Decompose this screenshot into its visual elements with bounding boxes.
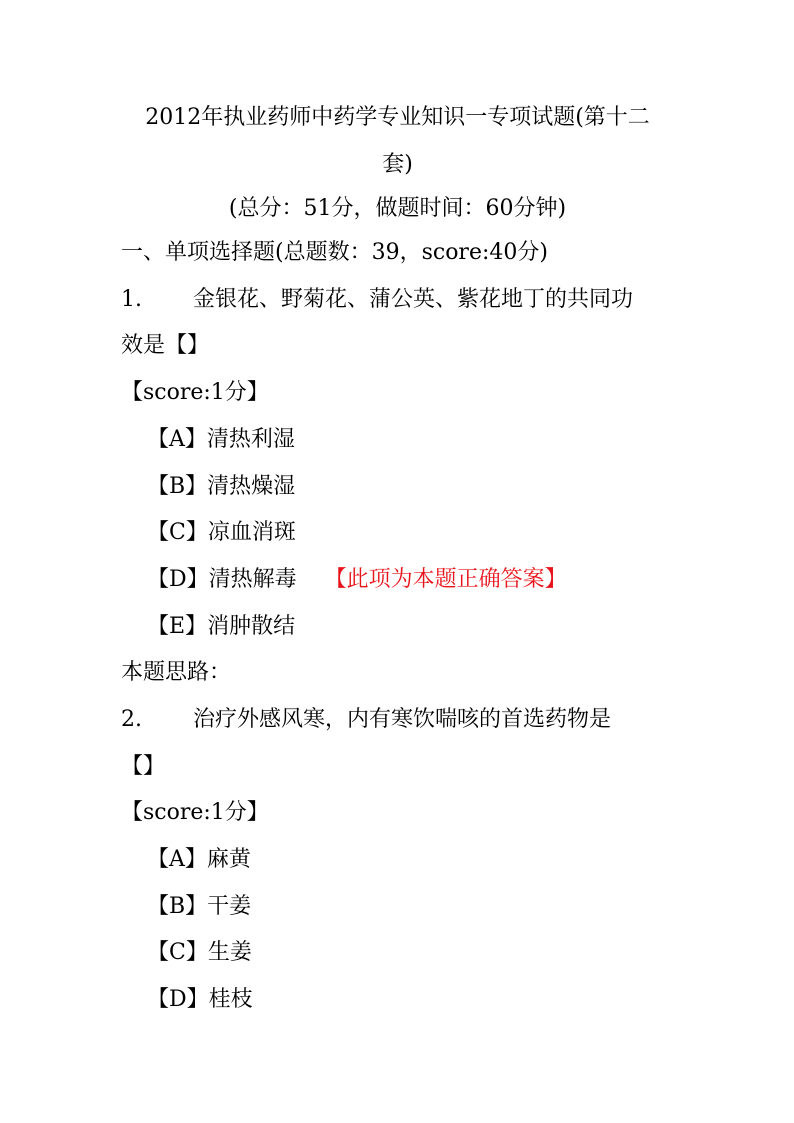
option-tag: 【C】	[147, 940, 208, 965]
question-1-stem	[121, 285, 633, 315]
option-text: 干姜	[207, 894, 252, 919]
option-tag: 【D】	[147, 987, 209, 1012]
option-tag: 【D】	[147, 567, 209, 592]
question-2-option-a	[147, 845, 251, 875]
question-1-stem-line-2: 效是【】	[121, 333, 210, 358]
question-2-stem-line-1: 治疗外感风寒，内有寒饮喘咳的首选药物是	[193, 707, 612, 732]
question-1-option-e	[147, 612, 295, 642]
exam-summary: (总分：51分，做题时间：60分钟)	[228, 196, 567, 221]
question-1-number: 1.	[121, 287, 142, 312]
option-text: 消肿散结	[207, 614, 296, 639]
question-1-option-a	[147, 425, 295, 455]
option-text: 清热利湿	[206, 427, 295, 452]
question-1-explanation-label: 本题思路：	[121, 660, 232, 685]
question-2-score: 【score:1分】	[121, 800, 269, 825]
section-heading: 一、单项选择题(总题数：39，score:40分)	[121, 240, 548, 265]
option-text: 生姜	[207, 940, 252, 965]
question-1-score: 【score:1分】	[121, 380, 269, 405]
question-2-number: 2.	[121, 707, 142, 732]
question-1-option-c	[147, 518, 296, 548]
document-title-line-1: 2012年执业药师中药学专业知识一专项试题(第十二	[145, 105, 650, 130]
option-tag: 【A】	[147, 847, 207, 872]
question-2-option-b	[147, 892, 251, 922]
question-1-option-d	[147, 565, 567, 595]
option-tag: 【E】	[147, 614, 208, 639]
option-text: 凉血消斑	[207, 520, 296, 545]
option-text: 清热燥湿	[207, 474, 296, 499]
document-title-line-2: 套)	[382, 152, 413, 177]
option-text: 麻黄	[206, 847, 251, 872]
option-tag: 【C】	[147, 520, 208, 545]
question-2-option-d	[147, 985, 253, 1015]
correct-answer-note: 【此项为本题正确答案】	[324, 567, 567, 592]
option-tag: 【A】	[147, 427, 207, 452]
question-2-option-c	[147, 938, 252, 968]
option-tag: 【B】	[147, 474, 208, 499]
question-1-option-b	[147, 472, 295, 502]
question-2-stem	[121, 705, 611, 735]
option-text: 桂枝	[208, 987, 253, 1012]
question-2-stem-line-2: 【】	[121, 754, 166, 779]
option-text: 清热解毒	[208, 567, 297, 592]
question-1-stem-line-1: 金银花、野菊花、蒲公英、紫花地丁的共同功	[193, 287, 634, 312]
option-tag: 【B】	[147, 894, 208, 919]
